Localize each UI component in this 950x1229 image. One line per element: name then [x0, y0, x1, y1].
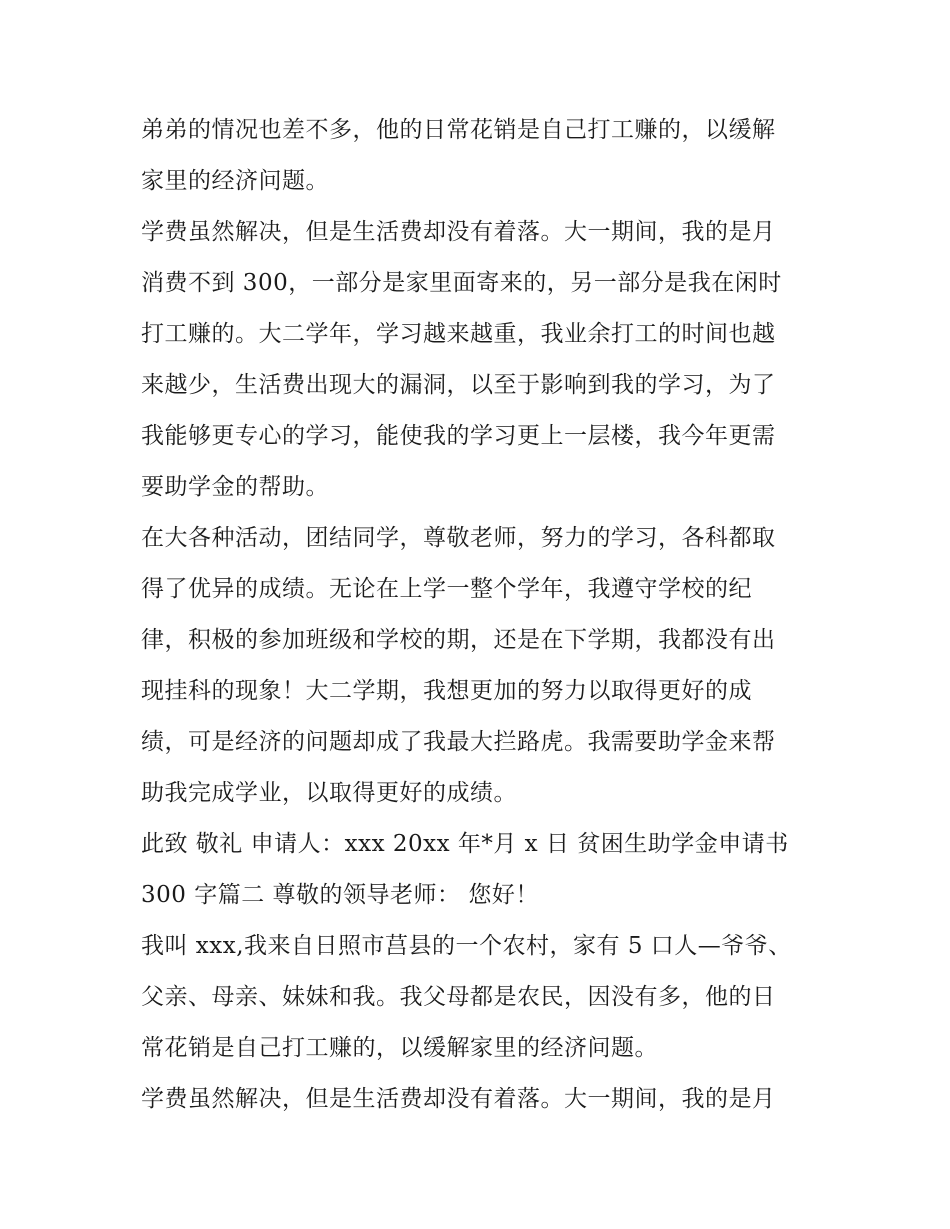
text-line: 消费不到 300，一部分是家里面寄来的，另一部分是我在闲时	[141, 270, 782, 296]
text-line: 打工赚的。大二学年，学习越来越重，我业余打工的时间也越	[141, 321, 776, 347]
text-line: 父亲、母亲、妹妹和我。我父母都是农民，因没有多，他的日	[141, 984, 776, 1010]
text-line: 学费虽然解决，但是生活费却没有着落。大一期间，我的是月	[141, 219, 776, 245]
text-line: 家里的经济问题。	[141, 168, 329, 194]
text-line: 助我完成学业，以取得更好的成绩。	[141, 780, 517, 806]
text-line: 学费虽然解决，但是生活费却没有着落。大一期间，我的是月	[141, 1086, 776, 1112]
text-line: 300 字篇二 尊敬的领导老师： 您好！	[141, 882, 539, 908]
text-line: 弟弟的情况也差不多，他的日常花销是自己打工赚的，以缓解	[141, 117, 776, 143]
text-line: 律，积极的参加班级和学校的期，还是在下学期，我都没有出	[141, 627, 776, 653]
text-line: 现挂科的现象！大二学期，我想更加的努力以取得更好的成	[141, 678, 752, 704]
text-line: 来越少，生活费出现大的漏洞，以至于影响到我的学习，为了	[141, 372, 776, 398]
text-line: 常花销是自己打工赚的，以缓解家里的经济问题。	[141, 1035, 658, 1061]
text-line: 在大各种活动，团结同学，尊敬老师，努力的学习，各科都取	[141, 525, 776, 551]
text-line: 我叫 xxx,我来自日照市莒县的一个农村，家有 5 口人—爷爷、	[141, 933, 792, 959]
document-body	[141, 105, 821, 1125]
text-line: 此致 敬礼 申请人：xxx 20xx 年*月 x 日 贫困生助学金申请书	[141, 831, 789, 857]
text-line: 我能够更专心的学习，能使我的学习更上一层楼，我今年更需	[141, 423, 776, 449]
text-line: 得了优异的成绩。无论在上学一整个学年，我遵守学校的纪	[141, 576, 752, 602]
text-line: 绩，可是经济的问题却成了我最大拦路虎。我需要助学金来帮	[141, 729, 776, 755]
text-line: 要助学金的帮助。	[141, 474, 329, 500]
